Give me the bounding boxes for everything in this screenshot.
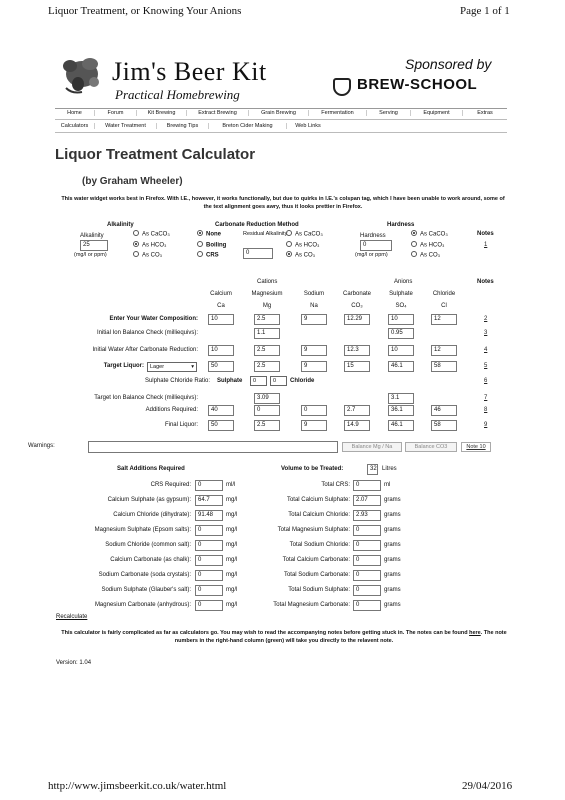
input-after-reduction-carbonate[interactable]: 12.3 xyxy=(344,345,370,356)
salt-input-0[interactable]: 0 xyxy=(195,480,223,491)
hard-radio-caco3[interactable]: As CaCO₃ xyxy=(411,231,448,238)
row-label-target-liquor: Target Liquor: xyxy=(103,363,144,369)
total-unit-5: grams xyxy=(384,557,401,563)
intro-text: This water widget works best in Firefox. With I.E., however, it works functionally, but due to quirks in I.E.'s colspan tag, which I have been unable to work around, some of the text alignment goes awry, thus it looks prettier in Firefox. xyxy=(61,196,505,210)
residual-alkalinity-input[interactable]: 0 xyxy=(243,248,273,259)
input-initial-balance-sulphate[interactable]: 0.95 xyxy=(388,328,414,339)
chevron-down-icon: ▾ xyxy=(191,364,194,370)
main-nav xyxy=(55,110,507,116)
salt-unit-1: mg/l xyxy=(226,497,238,503)
byline: (by Graham Wheeler) xyxy=(82,176,183,187)
input-target-liquor-carbonate[interactable]: 15 xyxy=(344,361,370,372)
input-additions-required-magnesium[interactable]: 0 xyxy=(254,405,280,416)
input-additions-required-calcium[interactable]: 40 xyxy=(208,405,234,416)
total-unit-6: grams xyxy=(384,572,401,578)
input-water-composition-magnesium[interactable]: 2.5 xyxy=(254,314,280,325)
col-symbol-chloride: Cl xyxy=(441,303,447,309)
salt-label-5: Calcium Carbonate (as chalk): xyxy=(110,557,191,563)
residual-alkalinity-label: Residual Alkalinity xyxy=(243,231,288,237)
salt-label-0: CRS Required: xyxy=(150,482,191,488)
recalculate-link[interactable]: Recalculate xyxy=(56,614,88,620)
input-after-reduction-sodium[interactable]: 9 xyxy=(301,345,327,356)
balance-mg-na-button[interactable]: Balance Mg / Na xyxy=(342,442,402,452)
notes-here-link[interactable]: here xyxy=(469,630,481,636)
nav-forum[interactable]: Forum xyxy=(95,110,137,116)
total-unit-1: grams xyxy=(384,497,401,503)
subnav-web-links[interactable]: Web Links xyxy=(295,123,321,129)
input-target-liquor-calcium[interactable]: 50 xyxy=(208,361,234,372)
row-label-final-liquor: Final Liquor: xyxy=(164,422,198,428)
alk-radio-hco3[interactable]: As HCO₃ xyxy=(133,242,166,249)
target-liquor-value: Lager xyxy=(150,364,165,370)
salt-label-2: Calcium Chloride (dihydrate): xyxy=(113,512,191,518)
row-label-target-balance: Target Ion Balance Check (milliequivs): xyxy=(94,395,198,401)
salt-input-3[interactable]: 0 xyxy=(195,525,223,536)
note-link-3[interactable]: 3 xyxy=(484,330,488,336)
input-final-liquor-calcium[interactable]: 50 xyxy=(208,420,234,431)
total-label-8: Total Magnesium Carbonate: xyxy=(273,602,350,608)
subnav-water-treatment[interactable]: Water Treatment xyxy=(95,123,157,129)
total-input-4[interactable]: 0 xyxy=(353,540,381,551)
input-after-reduction-sulphate[interactable]: 10 xyxy=(388,345,414,356)
input-water-composition-sulphate[interactable]: 10 xyxy=(388,314,414,325)
input-after-reduction-magnesium[interactable]: 2.5 xyxy=(254,345,280,356)
subnav-breton-cider[interactable]: Breton Cider Making xyxy=(209,123,287,129)
hard-radio-hco3[interactable]: As HCO₃ xyxy=(411,242,444,249)
ratio-chloride-label: Chloride xyxy=(290,378,315,384)
input-target-liquor-chloride[interactable]: 58 xyxy=(431,361,457,372)
res-radio-hco3[interactable]: As HCO₃ xyxy=(286,242,319,249)
col-header-chloride: Chloride xyxy=(432,291,456,297)
total-input-6[interactable]: 0 xyxy=(353,570,381,581)
total-input-0[interactable]: 0 xyxy=(353,480,381,491)
col-header-carbonate: Carbonate xyxy=(342,291,372,297)
print-footer-url: http://www.jimsbeerkit.co.uk/water.html xyxy=(48,780,227,792)
warnings-label: Warnings: xyxy=(28,443,55,449)
hard-radio-co3[interactable]: As CO₃ xyxy=(411,252,440,259)
col-symbol-sulphate: SO₄ xyxy=(395,303,407,309)
input-after-reduction-calcium[interactable]: 10 xyxy=(208,345,234,356)
crm-radio-crs[interactable]: CRS xyxy=(197,252,219,259)
col-header-sodium: Sodium xyxy=(303,291,325,297)
carbonate-heading: Carbonate Reduction Method xyxy=(215,222,299,228)
total-label-6: Total Sodium Carbonate: xyxy=(283,572,350,578)
note-link-7[interactable]: 7 xyxy=(484,395,488,401)
col-header-calcium: Calcium xyxy=(210,291,232,297)
note-link-4[interactable]: 4 xyxy=(484,347,488,353)
input-target-balance-sulphate[interactable]: 3.1 xyxy=(388,393,414,404)
nav-home[interactable]: Home xyxy=(55,110,95,116)
note-link-9[interactable]: 9 xyxy=(484,422,488,428)
row-label-initial-balance: Initial Ion Balance Check (milliequivs): xyxy=(96,330,198,336)
total-label-0: Total CRS: xyxy=(321,482,350,488)
input-additions-required-carbonate[interactable]: 2.7 xyxy=(344,405,370,416)
col-header-sulphate: Sulphate xyxy=(389,291,413,297)
input-final-liquor-magnesium[interactable]: 2.5 xyxy=(254,420,280,431)
nav-equipment[interactable]: Equipment xyxy=(411,110,463,116)
nav-extras[interactable]: Extras xyxy=(477,110,493,116)
input-final-liquor-sulphate[interactable]: 46.1 xyxy=(388,420,414,431)
volume-input[interactable]: 32 xyxy=(367,464,378,475)
alkalinity-unit: (mg/l or ppm) xyxy=(74,252,107,258)
input-after-reduction-chloride[interactable]: 12 xyxy=(431,345,457,356)
total-unit-4: grams xyxy=(384,542,401,548)
salt-additions-heading: Salt Additions Required xyxy=(117,466,185,472)
alkalinity-label: Alkalinity xyxy=(80,233,104,239)
hardness-input[interactable]: 0 xyxy=(360,240,392,251)
cations-heading: Cations xyxy=(257,279,278,285)
subnav-calculators[interactable]: Calculators xyxy=(55,123,95,129)
total-unit-3: grams xyxy=(384,527,401,533)
brew-school-shield-icon xyxy=(333,78,351,96)
note-link-2[interactable]: 2 xyxy=(484,316,488,322)
ratio-label: Sulphate Chloride Ratio: xyxy=(144,378,210,384)
salt-input-6[interactable]: 0 xyxy=(195,570,223,581)
balance-co3-button[interactable]: Balance CO3 xyxy=(405,442,457,452)
total-unit-2: grams xyxy=(384,512,401,518)
row-label-additions-required: Additions Required: xyxy=(145,407,198,413)
total-input-8[interactable]: 0 xyxy=(353,600,381,611)
nav-extract-brewing[interactable]: Extract Brewing xyxy=(187,110,249,116)
hardness-label: Hardness xyxy=(360,233,386,239)
notes-heading-2: Notes xyxy=(477,279,494,285)
salt-unit-2: mg/l xyxy=(226,512,238,518)
col-symbol-carbonate: CO₃ xyxy=(351,303,363,309)
nav-fermentation[interactable]: Fermentation xyxy=(309,110,367,116)
salt-unit-6: mg/l xyxy=(226,572,238,578)
hardness-unit: (mg/l or ppm) xyxy=(355,252,388,258)
total-input-1[interactable]: 2.07 xyxy=(353,495,381,506)
salt-input-8[interactable]: 0 xyxy=(195,600,223,611)
alkalinity-heading: Alkalinity xyxy=(107,222,134,228)
input-target-balance-magnesium[interactable]: 3.09 xyxy=(254,393,280,404)
note-10-button[interactable]: Note 10 xyxy=(461,442,491,452)
salt-unit-7: mg/l xyxy=(226,587,238,593)
site-tagline: Practical Homebrewing xyxy=(115,87,240,102)
total-unit-0: ml xyxy=(384,482,391,488)
ratio-sulphate-label: Sulphate xyxy=(217,378,243,384)
input-water-composition-calcium[interactable]: 10 xyxy=(208,314,234,325)
res-radio-co3[interactable]: As CO₃ xyxy=(286,252,315,259)
col-symbol-magnesium: Mg xyxy=(262,303,272,309)
sponsor-label: Sponsored by xyxy=(405,56,492,72)
target-liquor-select[interactable] xyxy=(147,362,197,372)
total-unit-7: grams xyxy=(384,587,401,593)
input-target-liquor-sodium[interactable]: 9 xyxy=(301,361,327,372)
salt-input-2[interactable]: 91.48 xyxy=(195,510,223,521)
salt-label-1: Calcium Sulphate (as gypsum): xyxy=(107,497,191,503)
col-header-magnesium: Magnesium xyxy=(251,291,283,297)
col-symbol-calcium: Ca xyxy=(217,303,225,309)
total-label-3: Total Magnesium Sulphate: xyxy=(277,527,350,533)
note-link-5[interactable]: 5 xyxy=(484,363,488,369)
row-label-after-reduction: Initial Water After Carbonate Reduction: xyxy=(92,347,198,353)
print-header-page: Page 1 of 1 xyxy=(460,5,510,17)
salt-label-4: Sodium Chloride (common salt): xyxy=(105,542,191,548)
salt-label-8: Magnesium Carbonate (anhydrous): xyxy=(94,602,191,608)
salt-input-5[interactable]: 0 xyxy=(195,555,223,566)
total-input-5[interactable]: 0 xyxy=(353,555,381,566)
anions-heading: Anions xyxy=(394,279,413,285)
crm-radio-boiling[interactable]: Boiling xyxy=(197,242,226,249)
salt-label-7: Sodium Sulphate (Glauber's salt): xyxy=(101,587,191,593)
input-additions-required-sulphate[interactable]: 36.1 xyxy=(388,405,414,416)
version-label: Version: 1.04 xyxy=(56,660,92,666)
total-input-3[interactable]: 0 xyxy=(353,525,381,536)
nav-serving[interactable]: Serving xyxy=(367,110,411,116)
volume-unit: Litres xyxy=(382,466,397,472)
note-link-6[interactable]: 6 xyxy=(484,378,488,384)
sponsor-logo[interactable]: BREW-SCHOOL xyxy=(357,76,478,93)
nav-kit-brewing[interactable]: Kit Brewing xyxy=(137,110,187,116)
alkalinity-input[interactable]: 25 xyxy=(80,240,108,251)
salt-unit-3: mg/l xyxy=(226,527,238,533)
row-label-water-composition: Enter Your Water Composition: xyxy=(109,316,198,322)
salt-unit-5: mg/l xyxy=(226,557,238,563)
salt-label-6: Sodium Carbonate (soda crystals): xyxy=(98,572,191,578)
input-water-composition-sodium[interactable]: 9 xyxy=(301,314,327,325)
ratio-sulphate-select[interactable]: 0 xyxy=(250,376,267,386)
nav-grain-brewing[interactable]: Grain Brewing xyxy=(249,110,309,116)
note-link-8[interactable]: 8 xyxy=(484,407,488,413)
total-unit-8: grams xyxy=(384,602,401,608)
volume-label: Volume to be Treated: xyxy=(281,466,344,472)
total-label-1: Total Calcium Sulphate: xyxy=(286,497,350,503)
note-link-1[interactable]: 1 xyxy=(484,242,488,248)
warnings-field[interactable] xyxy=(88,441,338,453)
salt-unit-0: ml/l xyxy=(226,482,236,488)
subnav-brewing-tips[interactable]: Brewing Tips xyxy=(157,123,209,129)
alk-radio-co3[interactable]: As CO₃ xyxy=(133,252,162,259)
input-final-liquor-sodium[interactable]: 9 xyxy=(301,420,327,431)
page-title: Liquor Treatment Calculator xyxy=(55,146,256,163)
sub-nav xyxy=(55,123,329,129)
salt-label-3: Magnesium Sulphate (Epsom salts): xyxy=(94,527,191,533)
salt-unit-4: mg/l xyxy=(226,542,238,548)
total-input-2[interactable]: 2.93 xyxy=(353,510,381,521)
input-water-composition-carbonate[interactable]: 12.29 xyxy=(344,314,370,325)
input-target-liquor-sulphate[interactable]: 46.1 xyxy=(388,361,414,372)
input-target-liquor-magnesium[interactable]: 2.5 xyxy=(254,361,280,372)
site-logo[interactable]: Jim's Beer Kit xyxy=(112,57,267,86)
input-final-liquor-chloride[interactable]: 58 xyxy=(431,420,457,431)
notes-heading-1: Notes xyxy=(477,231,494,237)
input-additions-required-sodium[interactable]: 0 xyxy=(301,405,327,416)
salt-input-4[interactable]: 0 xyxy=(195,540,223,551)
salt-input-7[interactable]: 0 xyxy=(195,585,223,596)
total-input-7[interactable]: 0 xyxy=(353,585,381,596)
closing-text: This calculator is fairly complicated as far as calculators go. You may wish to read the accompanying notes before getting stuck in. The notes can be found here. The note numbers in the right-hand column (green) will take you directly to the relavent note. xyxy=(61,630,507,644)
hardness-heading: Hardness xyxy=(387,222,415,228)
input-initial-balance-magnesium[interactable]: 1.1 xyxy=(254,328,280,339)
input-water-composition-chloride[interactable]: 12 xyxy=(431,314,457,325)
input-additions-required-chloride[interactable]: 46 xyxy=(431,405,457,416)
ratio-chloride-select[interactable]: 0 xyxy=(270,376,287,386)
total-label-4: Total Sodium Chloride: xyxy=(289,542,350,548)
crm-radio-none[interactable]: None xyxy=(197,231,221,238)
total-label-7: Total Sodium Sulphate: xyxy=(288,587,350,593)
alk-radio-caco3[interactable]: As CaCO₃ xyxy=(133,231,170,238)
salt-input-1[interactable]: 64.7 xyxy=(195,495,223,506)
total-label-2: Total Calcium Chloride: xyxy=(288,512,350,518)
print-footer-date: 29/04/2016 xyxy=(462,780,513,792)
col-symbol-sodium: Na xyxy=(310,303,318,309)
hop-logo-icon xyxy=(58,52,108,100)
input-final-liquor-carbonate[interactable]: 14.9 xyxy=(344,420,370,431)
total-label-5: Total Calcium Carbonate: xyxy=(282,557,350,563)
res-radio-caco3[interactable]: As CaCO₃ xyxy=(286,231,323,238)
print-header-title: Liquor Treatment, or Knowing Your Anions xyxy=(48,5,242,17)
salt-unit-8: mg/l xyxy=(226,602,238,608)
